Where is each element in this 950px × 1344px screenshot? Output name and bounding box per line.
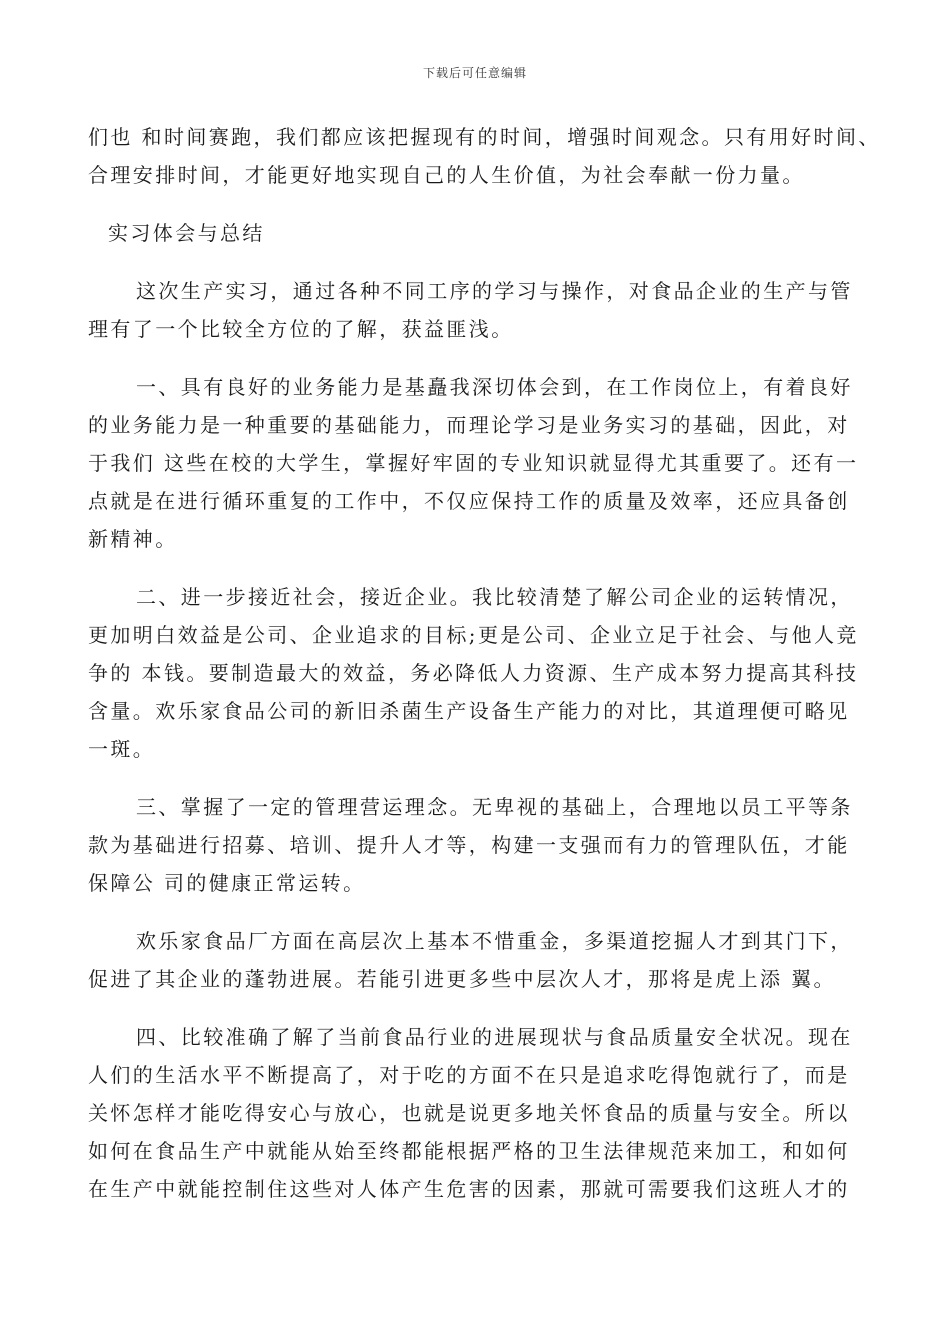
text-line: 的业务能力是一种重要的基础能力，而理论学习是业务实习的基础，因此，对 (88, 413, 850, 437)
paragraph-first-line: 二、进一步接近社会，接近企业。我比较清楚了解公司企业的运转情况， (136, 585, 853, 609)
text-line: 款为基础进行招募、培训、提升人才等，构建一支强而有力的管理队伍，才能 (88, 833, 850, 857)
text-line: 理有了一个比较全方位的了解，获益匪浅。 (88, 317, 514, 341)
text-line: 在生产中就能控制住这些对人体产生危害的因素，那就可需要我们这班人才的 (88, 1177, 850, 1201)
page-header: 下载后可任意编辑 (422, 66, 527, 80)
text-line: 一斑。 (88, 737, 156, 761)
paragraph-first-line: 这次生产实习，通过各种不同工序的学习与操作，对食品企业的生产与管 (136, 279, 853, 303)
text-line: 促进了其企业的蓬勃进展。若能引进更多些中层次人才，那将是虎上添 翼。 (88, 967, 836, 991)
paragraph-first-line: 一、具有良好的业务能力是基矗我深切体会到，在工作岗位上，有着良好 (136, 375, 853, 399)
text-line: 关怀怎样才能吃得安心与放心，也就是说更多地关怀食品的质量与安全。所以 (88, 1101, 850, 1125)
paragraph-first-line: 四、比较准确了解了当前食品行业的进展现状与食品质量安全状况。现在 (136, 1025, 853, 1049)
text-line: 们也 和时间赛跑，我们都应该把握现有的时间，增强时间观念。只有用好时间、 (88, 125, 881, 149)
text-line: 更加明白效益是公司、企业追求的目标;更是公司、企业立足于社会、与他人竞 (88, 623, 859, 647)
text-line: 人们的生活水平不断提高了，对于吃的方面不在只是追求吃得饱就行了，而是 (88, 1063, 850, 1087)
paragraph-first-line: 三、掌握了一定的管理营运理念。无卑视的基础上，合理地以员工平等条 (136, 795, 853, 819)
text-line: 含量。欢乐家食品公司的新旧杀菌生产设备生产能力的对比，其道理便可略见 (88, 699, 850, 723)
text-line: 点就是在进行循环重复的工作中，不仅应保持工作的质量及效率，还应具备创 (88, 489, 850, 513)
text-line: 争的 本钱。要制造最大的效益，务必降低人力资源、生产成本努力提高其科技 (88, 661, 859, 685)
section-heading: 实习体会与总结 (108, 221, 265, 245)
text-line: 新精神。 (88, 527, 178, 551)
text-line: 合理安排时间，才能更好地实现自己的人生价值，为社会奉献一份力量。 (88, 163, 805, 187)
text-line: 如何在食品生产中就能从始至终都能根据严格的卫生法律规范来加工，和如何 (88, 1139, 850, 1163)
text-line: 保障公 司的健康正常运转。 (88, 871, 366, 895)
text-line: 于我们 这些在校的大学生，掌握好牢固的专业知识就显得尤其重要了。还有一 (88, 451, 859, 475)
paragraph-first-line: 欢乐家食品厂方面在高层次上基本不惜重金，多渠道挖掘人才到其门下， (136, 929, 853, 953)
